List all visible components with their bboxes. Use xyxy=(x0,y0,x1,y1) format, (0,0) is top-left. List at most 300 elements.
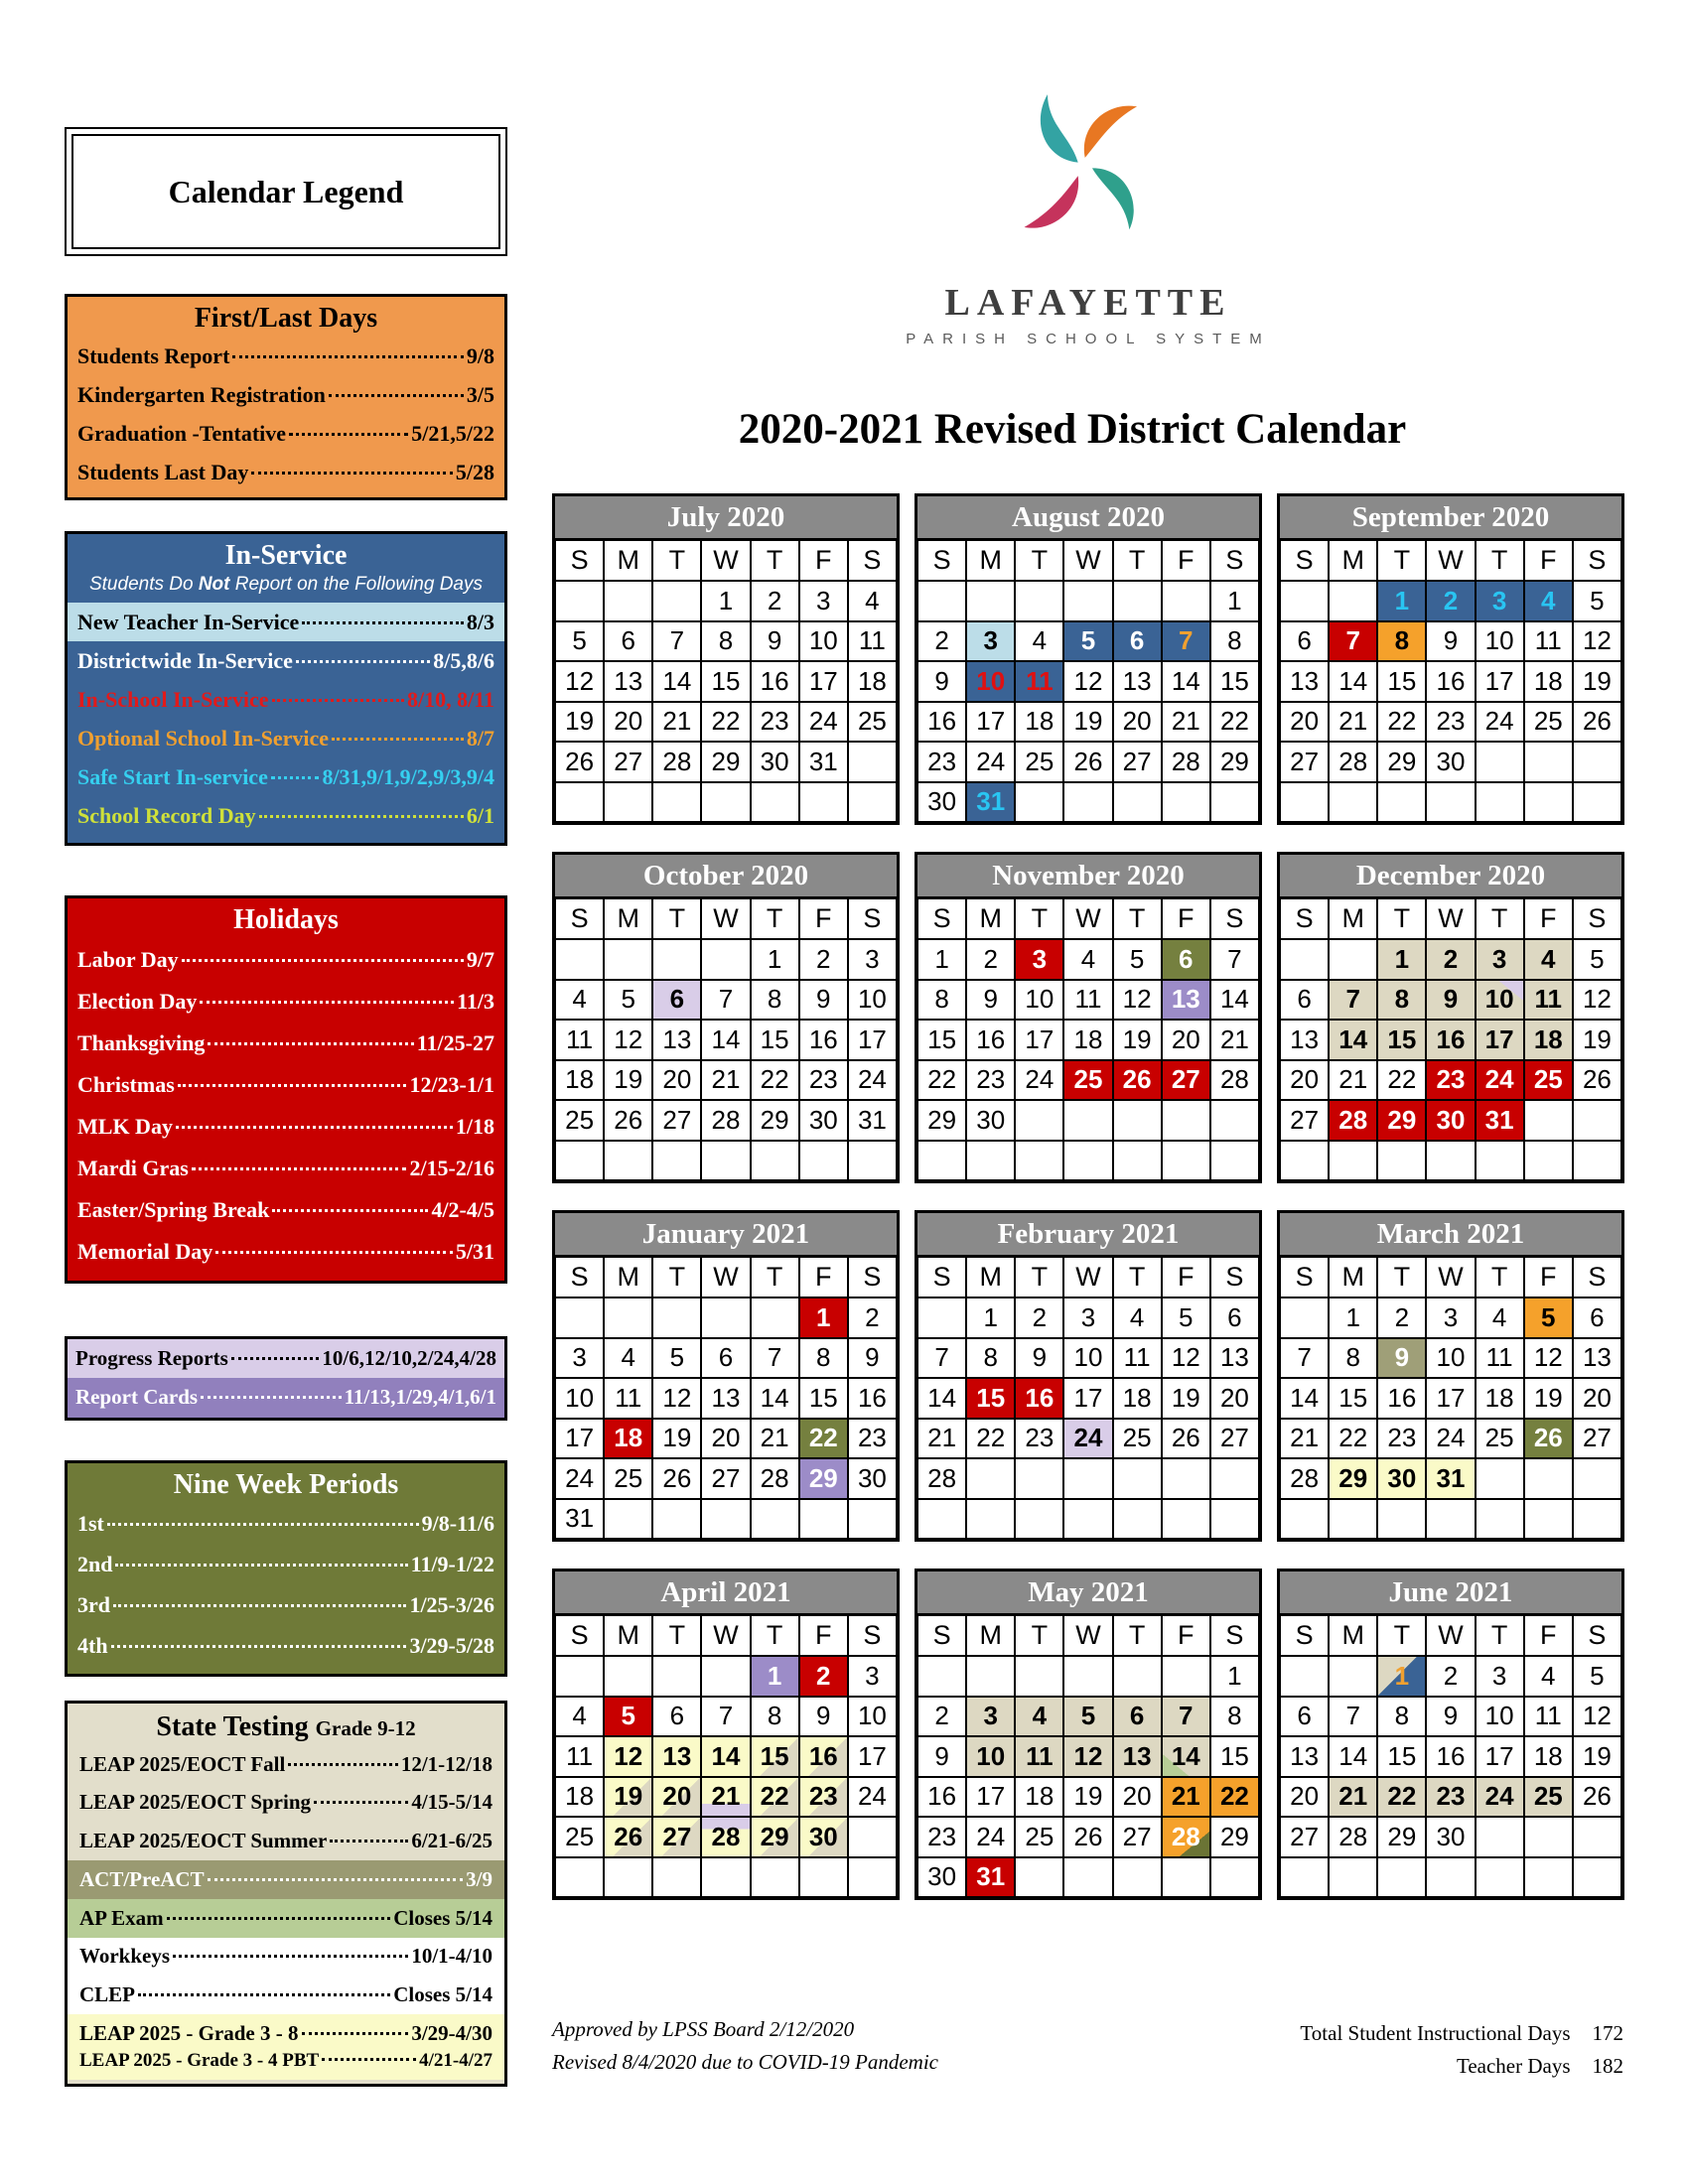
day-cell xyxy=(555,782,604,823)
day-cell: 13 xyxy=(1162,980,1210,1021)
day-cell: 11 xyxy=(555,1020,604,1060)
day-cell: 10 xyxy=(966,1736,1015,1777)
weekday-cell: T xyxy=(1377,1257,1426,1297)
day-cell: 23 xyxy=(1426,702,1475,743)
first-last-days-box xyxy=(65,294,507,500)
day-cell xyxy=(1524,1817,1573,1857)
day-cell: 28 xyxy=(1329,1100,1377,1141)
day-cell xyxy=(1524,782,1573,823)
dot-leader xyxy=(302,2032,409,2035)
legend-item xyxy=(68,453,504,491)
weekday-cell: S xyxy=(1210,1257,1259,1297)
day-cell xyxy=(652,939,701,980)
weekday-cell: S xyxy=(1280,540,1329,581)
day-cell: 10 xyxy=(848,1697,897,1737)
day-cell: 5 xyxy=(555,621,604,662)
day-cell: 15 xyxy=(1210,1736,1259,1777)
day-cell: 22 xyxy=(751,1777,799,1818)
day-cell: 21 xyxy=(701,1060,750,1101)
legend-item-value: 8/31,9/1,9/2,9/3,9/4 xyxy=(322,764,494,790)
day-cell: 7 xyxy=(917,1338,966,1379)
day-cell xyxy=(604,1141,652,1181)
brand-name: LAFAYETTE xyxy=(944,282,1232,324)
day-cell: 17 xyxy=(799,661,848,702)
day-cell: 13 xyxy=(1280,661,1329,702)
dot-leader xyxy=(289,433,408,436)
day-cell: 15 xyxy=(1377,1020,1426,1060)
day-cell xyxy=(555,1297,604,1338)
day-cell: 12 xyxy=(1573,980,1621,1021)
legend-item-label: Report Cards xyxy=(75,1385,199,1410)
day-cell: 17 xyxy=(1476,1020,1524,1060)
legend-item-value: 6/1 xyxy=(466,803,494,829)
day-cell: 31 xyxy=(1426,1458,1475,1499)
legend-item-value: 8/7 xyxy=(466,726,494,751)
day-cell: 27 xyxy=(1113,1817,1162,1857)
legend-item-label: Districtwide In-Service xyxy=(77,648,293,674)
day-cell: 27 xyxy=(1162,1060,1210,1101)
day-cell xyxy=(1329,1656,1377,1697)
day-cell xyxy=(1573,782,1621,823)
day-cell xyxy=(701,1499,750,1540)
in-service-box xyxy=(65,531,507,846)
day-cell xyxy=(1113,1499,1162,1540)
day-cell xyxy=(604,939,652,980)
month-grid xyxy=(555,898,897,1180)
weekday-cell: T xyxy=(1476,540,1524,581)
weekday-cell: T xyxy=(1015,1615,1063,1656)
day-cell xyxy=(555,581,604,621)
weekday-cell: T xyxy=(1377,898,1426,939)
day-cell: 29 xyxy=(751,1100,799,1141)
legend-item-value: 4/21-4/27 xyxy=(419,2050,492,2072)
day-cell: 26 xyxy=(1063,742,1112,782)
day-cell: 25 xyxy=(1524,702,1573,743)
day-cell: 14 xyxy=(1329,1020,1377,1060)
day-cell: 1 xyxy=(751,1656,799,1697)
day-cell: 11 xyxy=(604,1378,652,1419)
day-cell xyxy=(1573,1817,1621,1857)
day-cell: 28 xyxy=(1162,1817,1210,1857)
day-cell: 30 xyxy=(799,1100,848,1141)
day-cell xyxy=(1280,1499,1329,1540)
day-cell: 26 xyxy=(1573,1777,1621,1818)
weekday-cell: T xyxy=(1476,1615,1524,1656)
day-cell: 9 xyxy=(1426,980,1475,1021)
day-cell: 31 xyxy=(966,782,1015,823)
day-cell xyxy=(1063,1100,1112,1141)
day-cell xyxy=(604,782,652,823)
weekday-cell: T xyxy=(652,1615,701,1656)
dot-leader xyxy=(138,1993,390,1996)
day-cell: 2 xyxy=(799,939,848,980)
dot-leader xyxy=(167,1917,391,1920)
weekday-cell: T xyxy=(1015,1257,1063,1297)
day-cell: 25 xyxy=(555,1100,604,1141)
day-cell: 1 xyxy=(799,1297,848,1338)
legend-item xyxy=(68,603,504,641)
day-cell: 27 xyxy=(652,1100,701,1141)
month-grid xyxy=(555,540,897,822)
day-cell: 15 xyxy=(1329,1378,1377,1419)
day-cell: 31 xyxy=(555,1499,604,1540)
day-cell xyxy=(1015,1656,1063,1697)
legend-item-label: Students Report xyxy=(77,343,230,368)
legend-item xyxy=(68,414,504,453)
weekday-cell: M xyxy=(1329,1615,1377,1656)
day-cell: 24 xyxy=(966,742,1015,782)
day-cell: 20 xyxy=(1210,1378,1259,1419)
day-cell: 30 xyxy=(1426,1817,1475,1857)
day-cell xyxy=(966,581,1015,621)
day-cell: 21 xyxy=(652,702,701,743)
legend-item xyxy=(68,1147,504,1188)
legend-item xyxy=(68,938,504,980)
day-cell: 21 xyxy=(1280,1419,1329,1459)
day-cell: 2 xyxy=(1426,1656,1475,1697)
day-cell xyxy=(1329,939,1377,980)
day-cell: 14 xyxy=(1280,1378,1329,1419)
day-cell: 9 xyxy=(848,1338,897,1379)
day-cell xyxy=(1162,1656,1210,1697)
day-cell xyxy=(555,1656,604,1697)
weekday-cell: S xyxy=(1210,898,1259,939)
day-cell: 13 xyxy=(1280,1020,1329,1060)
day-cell: 9 xyxy=(917,1736,966,1777)
day-cell xyxy=(1015,782,1063,823)
day-cell xyxy=(1063,1499,1112,1540)
day-cell: 10 xyxy=(1476,621,1524,662)
weekday-cell: T xyxy=(751,540,799,581)
day-cell: 11 xyxy=(1015,1736,1063,1777)
legend-item xyxy=(68,719,504,757)
day-cell xyxy=(1015,1141,1063,1181)
day-cell: 6 xyxy=(1162,939,1210,980)
day-cell xyxy=(966,1499,1015,1540)
month-march-2021 xyxy=(1277,1210,1624,1542)
day-cell: 9 xyxy=(799,1697,848,1737)
day-cell: 25 xyxy=(555,1817,604,1857)
in-service-rows xyxy=(68,603,504,835)
dot-leader xyxy=(111,1645,407,1648)
day-cell: 6 xyxy=(1113,1697,1162,1737)
month-august-2020 xyxy=(914,493,1262,825)
day-cell xyxy=(1476,742,1524,782)
weekday-cell: F xyxy=(1524,540,1573,581)
day-cell: 4 xyxy=(848,581,897,621)
day-cell: 5 xyxy=(1573,581,1621,621)
day-cell: 26 xyxy=(555,742,604,782)
day-cell: 18 xyxy=(848,661,897,702)
state-testing-box xyxy=(65,1701,507,2087)
dot-leader xyxy=(232,355,463,358)
day-cell: 4 xyxy=(1524,581,1573,621)
month-header: May 2021 xyxy=(917,1571,1259,1615)
day-cell: 16 xyxy=(1426,1736,1475,1777)
weekday-cell: W xyxy=(701,1257,750,1297)
day-cell: 22 xyxy=(1210,1777,1259,1818)
dot-leader xyxy=(182,959,464,962)
weekday-cell: M xyxy=(1329,898,1377,939)
day-cell: 16 xyxy=(751,661,799,702)
day-cell: 17 xyxy=(1063,1378,1112,1419)
day-cell: 29 xyxy=(751,1817,799,1857)
day-cell: 5 xyxy=(1113,939,1162,980)
legend-item-label: Optional School In-Service xyxy=(77,726,330,751)
weekday-cell: M xyxy=(604,1615,652,1656)
day-cell: 15 xyxy=(1210,661,1259,702)
day-cell: 22 xyxy=(1329,1419,1377,1459)
legend-item-value: 5/28 xyxy=(455,460,494,485)
weekday-cell: M xyxy=(966,1615,1015,1656)
day-cell xyxy=(555,1141,604,1181)
day-cell: 31 xyxy=(1476,1100,1524,1141)
day-cell: 20 xyxy=(652,1777,701,1818)
day-cell: 23 xyxy=(799,1777,848,1818)
day-cell: 7 xyxy=(1162,621,1210,662)
day-cell: 15 xyxy=(917,1020,966,1060)
day-cell: 20 xyxy=(1113,702,1162,743)
day-cell: 27 xyxy=(604,742,652,782)
legend-item xyxy=(68,1584,504,1625)
day-cell: 17 xyxy=(966,1777,1015,1818)
day-cell: 8 xyxy=(751,1697,799,1737)
day-cell: 8 xyxy=(1210,1697,1259,1737)
day-cell: 14 xyxy=(701,1736,750,1777)
day-cell: 17 xyxy=(1476,1736,1524,1777)
day-cell xyxy=(1162,1100,1210,1141)
legend-item-label: MLK Day xyxy=(77,1113,173,1139)
dot-leader xyxy=(322,2058,416,2061)
day-cell: 23 xyxy=(966,1060,1015,1101)
day-cell: 7 xyxy=(1329,980,1377,1021)
day-cell: 13 xyxy=(604,661,652,702)
instructional-days-row xyxy=(1092,2017,1623,2050)
teacher-days-row xyxy=(1092,2050,1623,2083)
day-cell: 13 xyxy=(1280,1736,1329,1777)
day-cell: 8 xyxy=(701,621,750,662)
day-cell: 5 xyxy=(1162,1297,1210,1338)
day-cell: 12 xyxy=(1063,661,1112,702)
day-cell: 25 xyxy=(1524,1060,1573,1101)
day-cell xyxy=(966,1458,1015,1499)
in-service-subtitle-post: Report on the Following Days xyxy=(229,574,483,596)
day-cell: 12 xyxy=(1524,1338,1573,1379)
weekday-cell: F xyxy=(1162,898,1210,939)
day-cell: 31 xyxy=(799,742,848,782)
day-cell: 11 xyxy=(1063,980,1112,1021)
legend-item-label: LEAP 2025 - Grade 3 - 8 xyxy=(79,2020,299,2045)
legend-item-value: 8/3 xyxy=(466,610,494,635)
weekday-cell: T xyxy=(751,1615,799,1656)
day-cell: 11 xyxy=(1524,621,1573,662)
weekday-cell: M xyxy=(604,898,652,939)
day-cell: 18 xyxy=(555,1060,604,1101)
day-cell xyxy=(1329,1141,1377,1181)
month-grid xyxy=(917,540,1259,822)
legend-item-label: In-School In-Service xyxy=(77,687,269,713)
day-cell: 4 xyxy=(1063,939,1112,980)
day-cell: 23 xyxy=(1426,1060,1475,1101)
day-cell: 21 xyxy=(1210,1020,1259,1060)
day-cell xyxy=(799,782,848,823)
month-header: June 2021 xyxy=(1280,1571,1621,1615)
day-cell xyxy=(917,1656,966,1697)
day-cell xyxy=(1573,1499,1621,1540)
day-cell xyxy=(555,1857,604,1898)
day-cell: 3 xyxy=(1426,1297,1475,1338)
day-cell: 19 xyxy=(652,1419,701,1459)
day-cell xyxy=(966,1656,1015,1697)
day-cell: 21 xyxy=(1162,1777,1210,1818)
day-cell xyxy=(1426,782,1475,823)
day-cell xyxy=(1280,1297,1329,1338)
day-cell: 3 xyxy=(1015,939,1063,980)
day-cell: 28 xyxy=(1162,742,1210,782)
weekday-cell: W xyxy=(1063,1615,1112,1656)
day-cell: 10 xyxy=(1063,1338,1112,1379)
day-cell: 24 xyxy=(1015,1060,1063,1101)
day-cell xyxy=(1015,1100,1063,1141)
day-cell: 18 xyxy=(1524,1020,1573,1060)
day-cell: 26 xyxy=(1573,702,1621,743)
dot-leader xyxy=(296,660,430,663)
day-cell: 24 xyxy=(1476,1060,1524,1101)
legend-item xyxy=(68,337,504,375)
month-grid xyxy=(1280,1615,1621,1897)
day-cell xyxy=(1063,1656,1112,1697)
day-cell xyxy=(652,581,701,621)
month-grid xyxy=(1280,540,1621,822)
state-testing-title xyxy=(68,1704,504,1745)
weekday-cell: W xyxy=(701,540,750,581)
legend-item-value: 11/3 xyxy=(457,988,494,1014)
day-cell: 21 xyxy=(701,1777,750,1818)
day-cell xyxy=(701,1656,750,1697)
day-cell: 8 xyxy=(799,1338,848,1379)
day-cell: 5 xyxy=(604,980,652,1021)
day-cell xyxy=(917,581,966,621)
legend-item-value: 9/8-11/6 xyxy=(421,1511,494,1536)
legend-item xyxy=(68,2048,504,2080)
in-service-subtitle-bold: Not xyxy=(198,574,230,596)
day-cell xyxy=(1573,742,1621,782)
day-cell xyxy=(1476,1458,1524,1499)
day-cell xyxy=(1280,1656,1329,1697)
day-cell: 29 xyxy=(1377,1817,1426,1857)
legend-item xyxy=(68,2014,504,2048)
day-cell: 20 xyxy=(1280,1777,1329,1818)
day-cell: 15 xyxy=(799,1378,848,1419)
weekday-cell: T xyxy=(652,898,701,939)
legend-item xyxy=(68,1860,504,1899)
day-cell: 23 xyxy=(917,742,966,782)
weekday-cell: T xyxy=(751,1257,799,1297)
weekday-cell: T xyxy=(652,540,701,581)
legend-item-value: 8/10, 8/11 xyxy=(406,687,494,713)
legend-item xyxy=(68,680,504,719)
weekday-cell: W xyxy=(701,1615,750,1656)
day-cell: 3 xyxy=(966,621,1015,662)
day-cell: 21 xyxy=(917,1419,966,1459)
legend-item xyxy=(68,1899,504,1938)
day-cell xyxy=(1063,782,1112,823)
day-cell: 20 xyxy=(1280,702,1329,743)
month-september-2020 xyxy=(1277,493,1624,825)
day-cell: 19 xyxy=(1524,1378,1573,1419)
day-cell: 3 xyxy=(799,581,848,621)
weekday-cell: W xyxy=(1426,898,1475,939)
day-cell: 19 xyxy=(1063,702,1112,743)
day-cell: 17 xyxy=(848,1020,897,1060)
weekday-cell: S xyxy=(848,1257,897,1297)
month-header: April 2021 xyxy=(555,1571,897,1615)
day-cell: 7 xyxy=(1329,621,1377,662)
day-cell xyxy=(1476,782,1524,823)
day-cell xyxy=(1476,1141,1524,1181)
day-cell: 1 xyxy=(751,939,799,980)
weekday-cell: T xyxy=(1113,898,1162,939)
legend-item-value: Closes 5/14 xyxy=(393,1981,492,2006)
day-cell: 22 xyxy=(751,1060,799,1101)
legend-item xyxy=(68,1339,504,1379)
weekday-cell: S xyxy=(848,540,897,581)
day-cell: 16 xyxy=(917,1777,966,1818)
day-cell xyxy=(1210,1458,1259,1499)
day-cell: 25 xyxy=(1063,1060,1112,1101)
weekday-cell: S xyxy=(917,1257,966,1297)
legend-item-value: 11/9-1/22 xyxy=(410,1552,494,1577)
day-cell xyxy=(652,1297,701,1338)
day-cell: 4 xyxy=(1113,1297,1162,1338)
day-cell: 15 xyxy=(751,1736,799,1777)
weekday-cell: W xyxy=(701,898,750,939)
day-cell: 8 xyxy=(1377,621,1426,662)
day-cell: 30 xyxy=(1377,1458,1426,1499)
day-cell xyxy=(1015,1499,1063,1540)
day-cell: 28 xyxy=(701,1817,750,1857)
day-cell: 25 xyxy=(1113,1419,1162,1459)
day-cell: 28 xyxy=(1210,1060,1259,1101)
day-cell: 2 xyxy=(1426,939,1475,980)
day-cell: 14 xyxy=(1162,661,1210,702)
day-cell xyxy=(966,1141,1015,1181)
day-cell: 14 xyxy=(1329,1736,1377,1777)
day-cell xyxy=(1573,1141,1621,1181)
day-cell: 5 xyxy=(652,1338,701,1379)
weekday-cell: T xyxy=(1113,540,1162,581)
day-cell: 2 xyxy=(848,1297,897,1338)
day-cell: 1 xyxy=(1329,1297,1377,1338)
day-cell xyxy=(799,1499,848,1540)
legend-item-label: School Record Day xyxy=(77,803,256,829)
weekday-cell: S xyxy=(1280,1257,1329,1297)
day-cell xyxy=(1162,1499,1210,1540)
day-cell: 6 xyxy=(1280,980,1329,1021)
day-cell: 20 xyxy=(604,702,652,743)
day-cell: 5 xyxy=(1573,1656,1621,1697)
teacher-days-value: 182 xyxy=(1592,2053,1623,2078)
day-cell xyxy=(604,1656,652,1697)
day-cell: 3 xyxy=(1476,939,1524,980)
day-cell xyxy=(1113,1857,1162,1898)
day-cell: 26 xyxy=(1524,1419,1573,1459)
day-cell: 27 xyxy=(1113,742,1162,782)
day-cell: 2 xyxy=(966,939,1015,980)
day-cell: 8 xyxy=(917,980,966,1021)
dot-leader xyxy=(201,1396,341,1399)
day-cell: 14 xyxy=(1210,980,1259,1021)
